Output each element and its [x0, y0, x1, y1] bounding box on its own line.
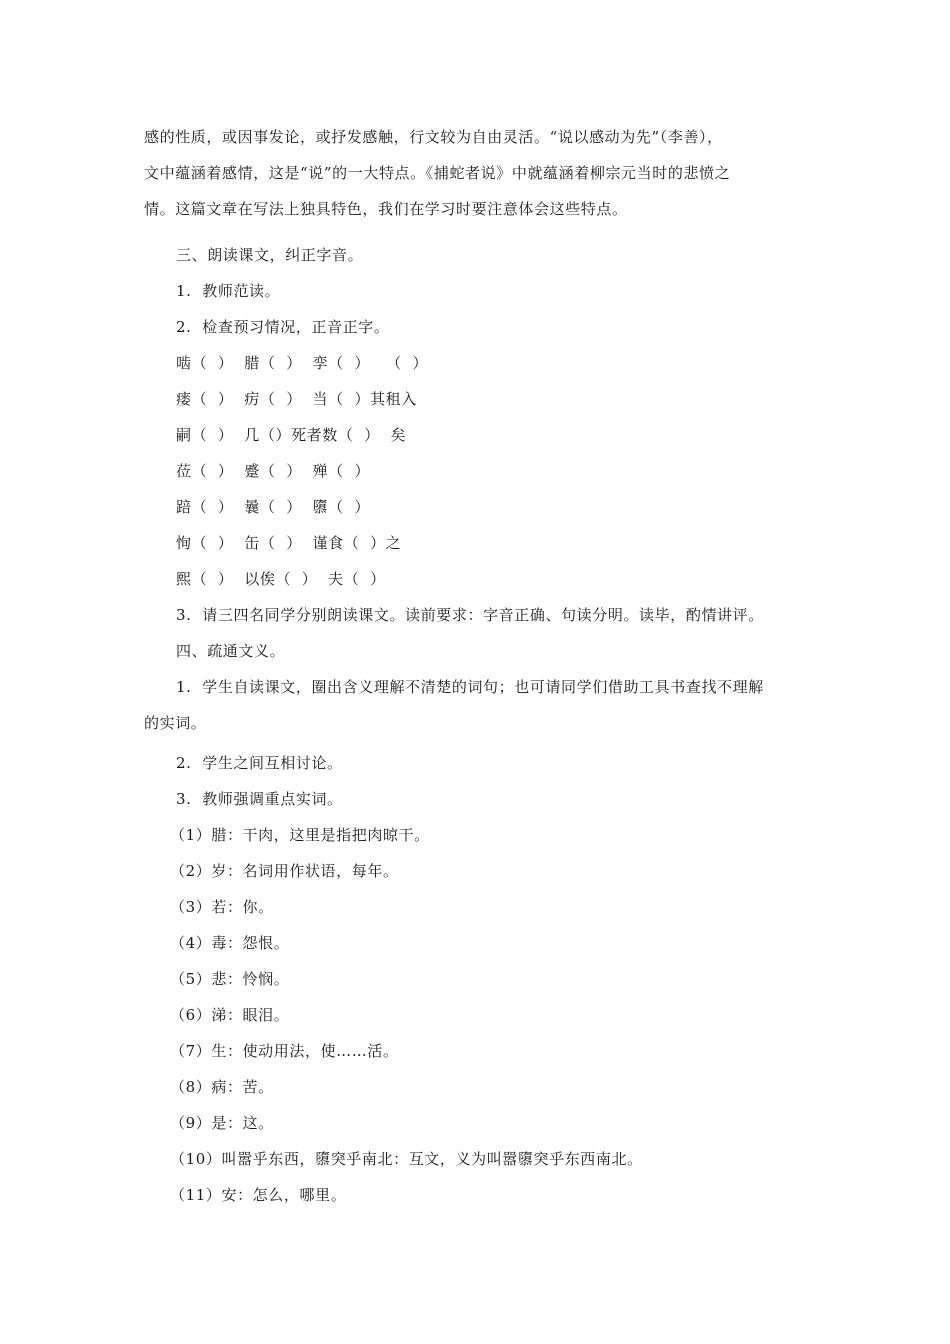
vocab-item: （8）病：苦。 [170, 1078, 274, 1096]
paragraph-line: 感的性质，或因事发论，或抒发感触，行文较为自由灵活。“说以感动为先”（李善）， [144, 128, 723, 146]
pronunciation-row: 瘘（ ） 疠（ ） 当（ ）其租入 [176, 390, 417, 408]
vocab-item: （10）叫嚣乎东西，隳突乎南北：互文，义为叫嚣隳突乎东西南北。 [170, 1150, 643, 1168]
section-heading: 三、朗读课文，纠正字音。 [176, 246, 364, 264]
section-heading: 四、疏通文义。 [176, 642, 286, 660]
paragraph-line: 情。这篇文章在写法上独具特色，我们在学习时要注意体会这些特点。 [144, 200, 628, 218]
vocab-item: （11）安：怎么，哪里。 [170, 1186, 347, 1204]
list-item: 3. 教师强调重点实词。 [176, 790, 343, 808]
pronunciation-row: 恂（ ） 缶（ ） 谨食（ ）之 [176, 534, 402, 552]
pronunciation-row: 熙（ ） 以俟（ ） 夫（ ） [176, 570, 386, 588]
vocab-item: （1）腊：干肉，这里是指把肉晾干。 [170, 826, 430, 844]
pronunciation-row: 啮（ ） 腊（ ） 孪（ ） （ ） [176, 354, 429, 372]
list-item: 2. 学生之间互相讨论。 [176, 754, 343, 772]
pronunciation-row: 踣（ ） 曩（ ） 隳（ ） [176, 498, 371, 516]
pronunciation-row: 嗣（ ） 几（）死者数（ ） 矣 [176, 426, 407, 444]
pronunciation-row: 莅（ ） 蹙（ ） 殚（ ） [176, 462, 371, 480]
list-item: 2. 检查预习情况，正音正字。 [176, 318, 390, 336]
vocab-item: （9）是：这。 [170, 1114, 274, 1132]
vocab-item: （4）毒：怨恨。 [170, 934, 290, 952]
vocab-item: （5）悲：怜悯。 [170, 970, 290, 988]
vocab-item: （7）生：使动用法，使……活。 [170, 1042, 399, 1060]
list-item: 1. 学生自读课文，圈出含义理解不清楚的词句；也可请同学们借助工具书查找不理解 [176, 678, 764, 696]
vocab-item: （6）涕：眼泪。 [170, 1006, 290, 1024]
list-item: 3. 请三四名同学分别朗读课文。读前要求：字音正确、句读分明。读毕，酌情讲评。 [176, 606, 764, 624]
list-item-continuation: 的实词。 [144, 714, 207, 732]
vocab-item: （2）岁：名词用作状语，每年。 [170, 862, 399, 880]
list-item: 1. 教师范读。 [176, 282, 281, 300]
vocab-item: （3）若：你。 [170, 898, 274, 916]
paragraph-line: 文中蕴涵着感情，这是“说”的一大特点。《捕蛇者说》中就蕴涵着柳宗元当时的悲愤之 [144, 164, 731, 182]
